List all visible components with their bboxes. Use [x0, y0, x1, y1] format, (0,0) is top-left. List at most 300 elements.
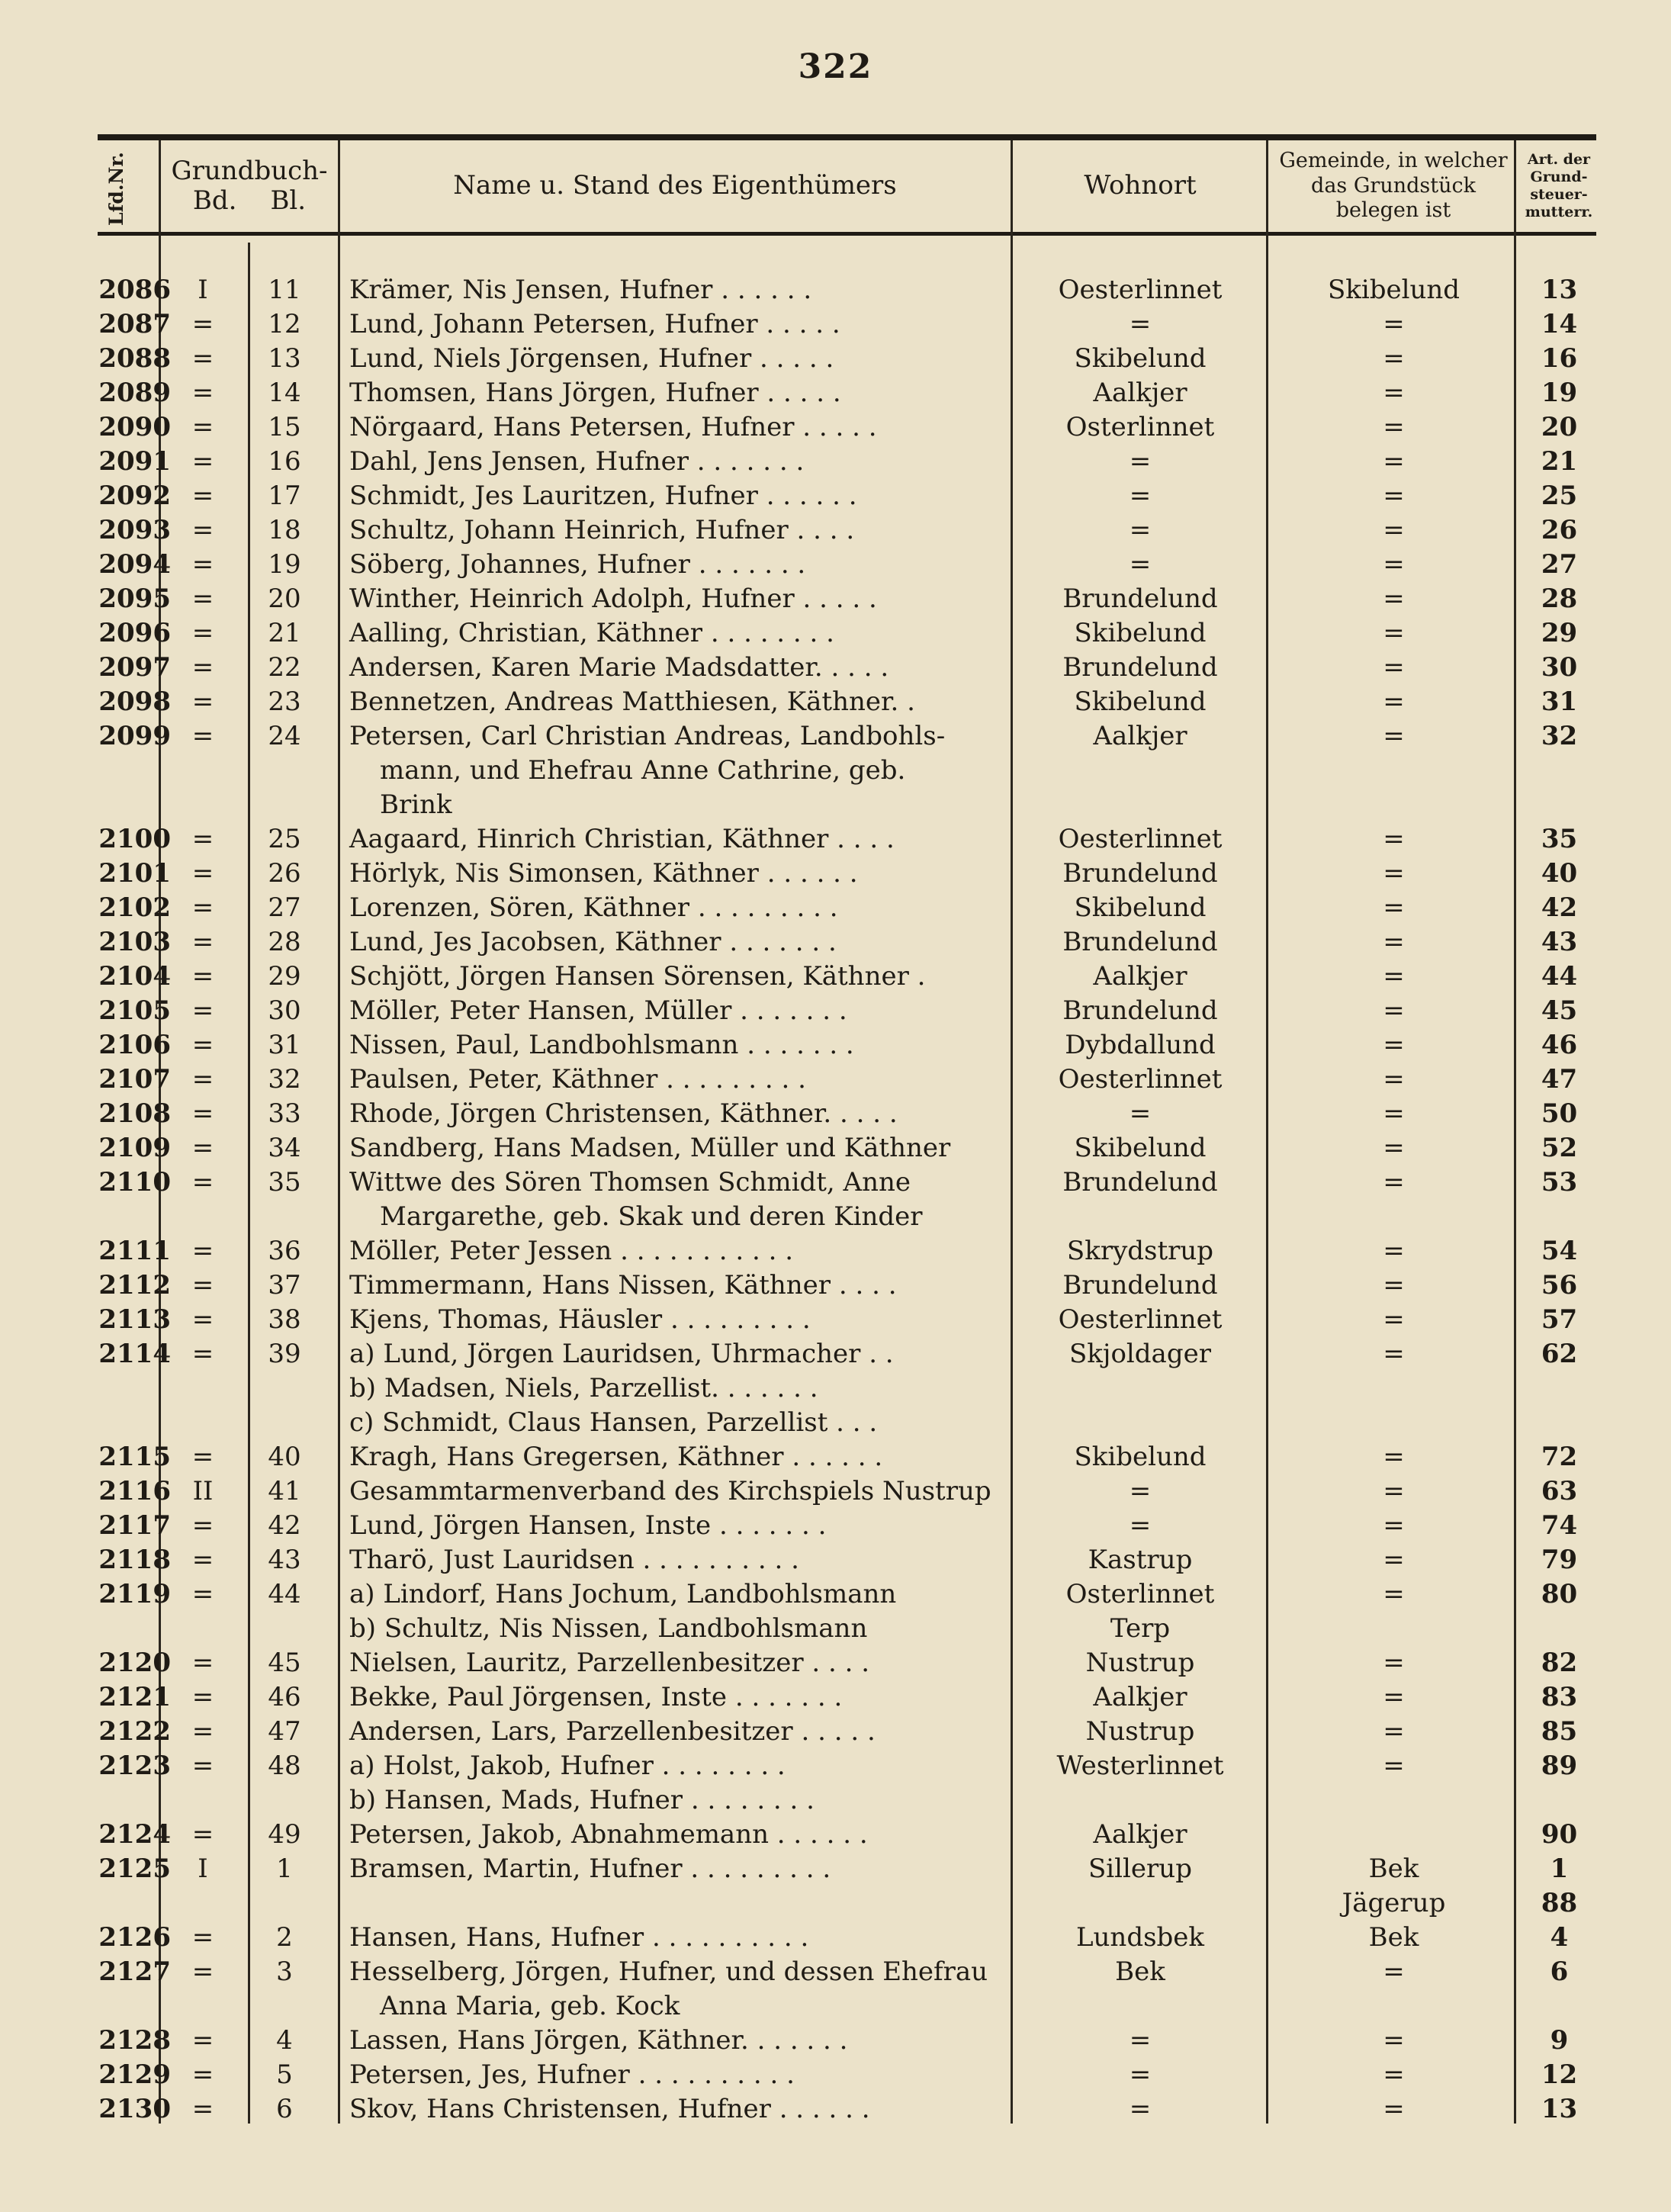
row-band: =: [191, 721, 214, 751]
row-blatt: 46: [268, 1682, 301, 1712]
owner-name-line: Aalling, Christian, Käthner . . . . . . . .: [349, 618, 834, 648]
gemeinde: =: [1383, 1167, 1405, 1198]
owner-name-line: b) Madsen, Niels, Parzellist. . . . . . .: [349, 1373, 818, 1403]
row-number: 2110: [98, 1167, 171, 1198]
wohnort: Brundelund: [1062, 995, 1218, 1026]
gemeinde: =: [1383, 824, 1405, 854]
owner-name-line: b) Schultz, Nis Nissen, Landbohlsmann: [349, 1613, 868, 1644]
header-lfd-nr: Lfd.Nr.: [104, 151, 127, 226]
row-band: =: [191, 1579, 214, 1609]
owner-name: [349, 857, 1013, 891]
row-blatt: 42: [268, 1510, 301, 1541]
table-row: [0, 445, 1671, 479]
owner-name: [349, 2024, 1013, 2058]
table-row: [0, 719, 1671, 822]
gemeinde: =: [1383, 995, 1405, 1026]
owner-name-line: Bekke, Paul Jörgensen, Inste . . . . . . .: [349, 1682, 843, 1712]
wohnort: =: [1129, 2025, 1152, 2056]
owner-name-line: Andersen, Karen Marie Madsdatter. . . . .: [349, 652, 889, 683]
row-band: =: [191, 686, 214, 717]
owner-name: [349, 1303, 1013, 1337]
gemeinde: =: [1383, 1064, 1405, 1095]
row-number: 2119: [98, 1579, 171, 1609]
grundsteuer-art: 9: [1550, 2025, 1569, 2056]
row-band: =: [191, 1956, 214, 1987]
row-band: =: [191, 1167, 214, 1198]
row-band: =: [191, 1133, 214, 1163]
row-number: 2089: [98, 378, 171, 408]
gemeinde: =: [1383, 1030, 1405, 1060]
grundsteuer-art: 79: [1541, 1545, 1578, 1575]
gemeinde: =: [1383, 1682, 1405, 1712]
row-band: =: [191, 1442, 214, 1472]
row-band: =: [191, 1819, 214, 1850]
gemeinde: =: [1383, 1579, 1405, 1609]
row-number: 2111: [98, 1236, 171, 1266]
grundsteuer-art: 74: [1541, 1510, 1578, 1541]
grundsteuer-art: 85: [1541, 1716, 1578, 1747]
row-blatt: 25: [268, 824, 301, 854]
table-row: [0, 479, 1671, 513]
gemeinde: =: [1383, 1098, 1405, 1129]
owner-name: [349, 445, 1013, 479]
gemeinde: =: [1383, 1545, 1405, 1575]
row-band: =: [191, 1098, 214, 1129]
grundsteuer-art: 82: [1541, 1648, 1578, 1678]
grundsteuer-art: 12: [1541, 2059, 1578, 2090]
row-blatt: 40: [268, 1442, 301, 1472]
row-blatt: 13: [268, 343, 301, 374]
row-blatt: 14: [268, 378, 301, 408]
grundsteuer-art: 14: [1541, 309, 1578, 339]
row-band: =: [191, 1545, 214, 1575]
grundsteuer-art: 45: [1541, 995, 1578, 1026]
row-band: =: [191, 1648, 214, 1678]
wohnort: Oesterlinnet: [1058, 824, 1223, 854]
row-number: 2112: [98, 1270, 171, 1301]
row-band: =: [191, 584, 214, 614]
gemeinde: =: [1383, 343, 1405, 374]
row-blatt: 47: [268, 1716, 301, 1747]
grundsteuer-art: 83: [1541, 1682, 1578, 1712]
owner-name-line: Nissen, Paul, Landbohlsmann . . . . . . .: [349, 1030, 854, 1060]
gemeinde: Bek: [1368, 1922, 1419, 1953]
grundsteuer-art: 1: [1550, 1854, 1569, 1884]
top-rule: [98, 134, 1596, 140]
row-blatt: 30: [268, 995, 301, 1026]
gemeinde: =: [1383, 1442, 1405, 1472]
row-blatt: 17: [268, 481, 301, 511]
row-band: =: [191, 927, 214, 957]
owner-name: [349, 719, 1013, 822]
grundsteuer-art: 50: [1541, 1098, 1578, 1129]
row-number: 2093: [98, 515, 171, 545]
owner-name-line: Lund, Johann Petersen, Hufner . . . . .: [349, 309, 840, 339]
owner-name-line: Bramsen, Martin, Hufner . . . . . . . . .: [349, 1854, 831, 1884]
table-row: [0, 273, 1671, 307]
row-band: =: [191, 1339, 214, 1369]
owner-name: [349, 651, 1013, 685]
grundsteuer-art: 13: [1541, 2094, 1578, 2124]
row-blatt: 18: [268, 515, 301, 545]
owner-name-line: Timmermann, Hans Nissen, Käthner . . . .: [349, 1270, 897, 1301]
row-number: 2129: [98, 2059, 171, 2090]
owner-name-line: Aagaard, Hinrich Christian, Käthner . . . .: [349, 824, 895, 854]
row-blatt: 38: [268, 1304, 301, 1335]
owner-name-line: Margarethe, geb. Skak und deren Kinder: [380, 1201, 923, 1232]
row-band: =: [191, 1510, 214, 1541]
wohnort: Oesterlinnet: [1058, 275, 1223, 305]
gemeinde: =: [1383, 927, 1405, 957]
grundsteuer-art: 27: [1541, 549, 1578, 580]
owner-name-line: Anna Maria, geb. Kock: [380, 1991, 680, 2021]
header-art: Art. der Grund- steuer- mutterr.: [1525, 151, 1593, 220]
grundsteuer-art: 25: [1541, 481, 1578, 511]
grundsteuer-art: 42: [1541, 892, 1578, 923]
row-number: 2109: [98, 1133, 171, 1163]
wohnort: Aalkjer: [1093, 961, 1187, 992]
row-blatt: 37: [268, 1270, 301, 1301]
wohnort: Skibelund: [1074, 343, 1207, 374]
owner-name: [349, 2092, 1013, 2127]
page-number: 322: [798, 47, 873, 86]
owner-name-line: Schultz, Johann Heinrich, Hufner . . . .: [349, 515, 855, 545]
row-number: 2099: [98, 721, 171, 751]
owner-name: [349, 376, 1013, 410]
row-band: I: [198, 275, 208, 305]
row-number: 2091: [98, 446, 171, 477]
row-number: 2100: [98, 824, 171, 854]
table-row: [0, 1543, 1671, 1577]
table-row: [0, 685, 1671, 719]
row-number: 2101: [98, 858, 171, 889]
owner-name-line: mann, und Ehefrau Anne Cathrine, geb.: [380, 755, 906, 786]
row-number: 2121: [98, 1682, 171, 1712]
register-table: [0, 273, 1671, 2127]
table-row: [0, 651, 1671, 685]
row-blatt: 27: [268, 892, 301, 923]
gemeinde: =: [1383, 1304, 1405, 1335]
wohnort: Kastrup: [1088, 1545, 1193, 1575]
table-row: [0, 925, 1671, 960]
row-blatt: 24: [268, 721, 301, 751]
grundsteuer-art: 52: [1541, 1133, 1578, 1163]
gemeinde: =: [1383, 2059, 1405, 2090]
owner-name-line: Krämer, Nis Jensen, Hufner . . . . . .: [349, 275, 812, 305]
row-blatt: 1: [276, 1854, 293, 1884]
row-band: =: [191, 1236, 214, 1266]
owner-name: [349, 1543, 1013, 1577]
grundsteuer-art: 28: [1541, 584, 1578, 614]
owner-name-line: Lund, Niels Jörgensen, Hufner . . . . .: [349, 343, 834, 374]
row-number: 2115: [98, 1442, 171, 1472]
owner-name: [349, 479, 1013, 513]
owner-name-line: Nielsen, Lauritz, Parzellenbesitzer . . . .: [349, 1648, 870, 1678]
wohnort: Brundelund: [1062, 1167, 1218, 1198]
wohnort: =: [1129, 481, 1152, 511]
row-number: 2123: [98, 1751, 171, 1781]
owner-name-line: a) Lund, Jörgen Lauridsen, Uhrmacher . .: [349, 1339, 894, 1369]
owner-name-line: Schmidt, Jes Lauritzen, Hufner . . . . . .: [349, 481, 857, 511]
owner-name: [349, 1337, 1013, 1440]
row-blatt: 26: [268, 858, 301, 889]
row-band: =: [191, 481, 214, 511]
header-grundbuch: [162, 145, 337, 227]
row-band: =: [191, 858, 214, 889]
row-band: =: [191, 2059, 214, 2090]
row-blatt: 28: [268, 927, 301, 957]
row-number: 2114: [98, 1339, 171, 1369]
owner-name: [349, 1577, 1013, 1646]
table-row: [0, 410, 1671, 445]
gemeinde: =: [1383, 2094, 1405, 2124]
table-row: [0, 616, 1671, 651]
row-blatt: 22: [268, 652, 301, 683]
grundsteuer-art: 20: [1541, 412, 1578, 442]
wohnort: Brundelund: [1062, 1270, 1218, 1301]
row-number: 2118: [98, 1545, 171, 1575]
row-number: 2106: [98, 1030, 171, 1060]
row-number: 2090: [98, 412, 171, 442]
gemeinde: =: [1383, 1751, 1405, 1781]
wohnort: Lundsbek: [1075, 1922, 1205, 1953]
table-row: [0, 2024, 1671, 2058]
owner-name-line: Söberg, Johannes, Hufner . . . . . . .: [349, 549, 806, 580]
row-blatt: 31: [268, 1030, 301, 1060]
row-number: 2097: [98, 652, 171, 683]
row-band: =: [191, 412, 214, 442]
owner-name: [349, 1680, 1013, 1715]
owner-name: [349, 1955, 1013, 2024]
table-row: [0, 994, 1671, 1028]
gemeinde: =: [1383, 721, 1405, 751]
row-number: 2102: [98, 892, 171, 923]
gemeinde: =: [1383, 412, 1405, 442]
wohnort: Nustrup: [1085, 1648, 1195, 1678]
row-blatt: 16: [268, 446, 301, 477]
table-row: [0, 1509, 1671, 1543]
row-band: =: [191, 892, 214, 923]
owner-name-line: a) Holst, Jakob, Hufner . . . . . . . .: [349, 1751, 786, 1781]
row-band: =: [191, 961, 214, 992]
header-grundbuch-label: Grundbuch-: [171, 155, 328, 186]
row-blatt: 5: [276, 2059, 293, 2090]
wohnort: Brundelund: [1062, 652, 1218, 683]
owner-name-line: b) Hansen, Mads, Hufner . . . . . . . .: [349, 1785, 815, 1815]
row-number: 2113: [98, 1304, 171, 1335]
row-band: =: [191, 446, 214, 477]
wohnort: Brundelund: [1062, 858, 1218, 889]
row-band: =: [191, 1064, 214, 1095]
row-number: 2116: [98, 1476, 171, 1506]
row-blatt: 41: [268, 1476, 301, 1506]
table-row: [0, 1063, 1671, 1097]
row-blatt: 15: [268, 412, 301, 442]
owner-name-line: Lorenzen, Sören, Käthner . . . . . . . . .: [349, 892, 838, 923]
grundsteuer-art-2: 88: [1541, 1888, 1578, 1918]
row-band: =: [191, 1716, 214, 1747]
grundsteuer-art: 6: [1550, 1956, 1569, 1987]
owner-name: [349, 960, 1013, 994]
table-row: [0, 1337, 1671, 1440]
owner-name: [349, 1646, 1013, 1680]
wohnort: Osterlinnet: [1065, 1579, 1215, 1609]
owner-name-line: Hansen, Hans, Hufner . . . . . . . . . .: [349, 1922, 809, 1953]
header-gemeinde: Gemeinde, in welcher das Grundstück belegen ist: [1279, 149, 1508, 223]
table-row: [0, 376, 1671, 410]
wohnort: Aalkjer: [1093, 721, 1187, 751]
wohnort: Skrydstrup: [1066, 1236, 1214, 1266]
wohnort: Sillerup: [1088, 1854, 1192, 1884]
wohnort: Bek: [1115, 1956, 1165, 1987]
owner-name: [349, 1165, 1013, 1234]
row-blatt: 12: [268, 309, 301, 339]
gemeinde: =: [1383, 2025, 1405, 2056]
table-row: [0, 1028, 1671, 1063]
wohnort: Skibelund: [1074, 618, 1207, 648]
owner-name: [349, 1749, 1013, 1818]
grundsteuer-art: 57: [1541, 1304, 1578, 1335]
row-blatt: 49: [268, 1819, 301, 1850]
grundsteuer-art: 32: [1541, 721, 1578, 751]
row-number: 2122: [98, 1716, 171, 1747]
gemeinde: =: [1383, 1133, 1405, 1163]
owner-name-line: Bennetzen, Andreas Matthiesen, Käthner. .: [349, 686, 915, 717]
table-row: [0, 307, 1671, 342]
gemeinde: =: [1383, 1510, 1405, 1541]
header-bd: Bd.: [192, 185, 237, 216]
owner-name-line: Rhode, Jörgen Christensen, Käthner. . . . .: [349, 1098, 898, 1129]
owner-name-line: a) Lindorf, Hans Jochum, Landbohlsmann: [349, 1579, 897, 1609]
grundsteuer-art: 89: [1541, 1751, 1578, 1781]
gemeinde: =: [1383, 446, 1405, 477]
table-row: [0, 857, 1671, 891]
table-row: [0, 960, 1671, 994]
grundsteuer-art: 80: [1541, 1579, 1578, 1609]
owner-name-line: Nörgaard, Hans Petersen, Hufner . . . . .: [349, 412, 877, 442]
owner-name-line: Möller, Peter Jessen . . . . . . . . . . .: [349, 1236, 794, 1266]
table-row: [0, 1165, 1671, 1234]
grundsteuer-art: 47: [1541, 1064, 1578, 1095]
wohnort: =: [1129, 1510, 1152, 1541]
row-blatt: 34: [268, 1133, 301, 1163]
wohnort: =: [1129, 446, 1152, 477]
grundsteuer-art: 72: [1541, 1442, 1578, 1472]
row-number: 2128: [98, 2025, 171, 2056]
gemeinde: Skibelund: [1327, 275, 1461, 305]
row-number: 2108: [98, 1098, 171, 1129]
owner-name: [349, 273, 1013, 307]
table-row: [0, 1131, 1671, 1165]
row-number: 2104: [98, 961, 171, 992]
owner-name: [349, 513, 1013, 548]
header-wohnort: Wohnort: [1084, 170, 1197, 201]
owner-name-line: Brink: [380, 789, 452, 820]
gemeinde: =: [1383, 1476, 1405, 1506]
wohnort: =: [1129, 2059, 1152, 2090]
grundsteuer-art: 53: [1541, 1167, 1578, 1198]
wohnort: =: [1129, 2094, 1152, 2124]
table-row: [0, 1577, 1671, 1646]
owner-name-line: Lund, Jörgen Hansen, Inste . . . . . . .: [349, 1510, 827, 1541]
wohnort: Skjoldager: [1069, 1339, 1211, 1369]
table-row: [0, 582, 1671, 616]
table-row: [0, 822, 1671, 857]
owner-name: [349, 307, 1013, 342]
table-row: [0, 1680, 1671, 1715]
wohnort: =: [1129, 1098, 1152, 1129]
wohnort: Aalkjer: [1093, 1682, 1187, 1712]
owner-name: [349, 1131, 1013, 1165]
wohnort: Brundelund: [1062, 927, 1218, 957]
table-row: [0, 1646, 1671, 1680]
row-band: =: [191, 309, 214, 339]
gemeinde: =: [1383, 1270, 1405, 1301]
row-blatt: 39: [268, 1339, 301, 1369]
owner-name: [349, 994, 1013, 1028]
row-number: 2103: [98, 927, 171, 957]
owner-name-line: c) Schmidt, Claus Hansen, Parzellist . . .: [349, 1407, 878, 1438]
row-blatt: 20: [268, 584, 301, 614]
table-row: [0, 1234, 1671, 1268]
row-band: =: [191, 549, 214, 580]
wohnort: Aalkjer: [1093, 1819, 1187, 1850]
gemeinde: =: [1383, 1236, 1405, 1266]
gemeinde: Bek: [1368, 1854, 1419, 1884]
wohnort: Skibelund: [1074, 1442, 1207, 1472]
owner-name: [349, 1440, 1013, 1474]
table-row: [0, 1921, 1671, 1955]
row-blatt: 29: [268, 961, 301, 992]
row-number: 2107: [98, 1064, 171, 1095]
owner-name: [349, 1028, 1013, 1063]
grundsteuer-art: 19: [1541, 378, 1578, 408]
row-number: 2095: [98, 584, 171, 614]
row-number: 2125: [98, 1854, 171, 1884]
row-band: =: [191, 1922, 214, 1953]
gemeinde: =: [1383, 892, 1405, 923]
row-band: II: [192, 1476, 214, 1506]
gemeinde: =: [1383, 652, 1405, 683]
row-blatt: 19: [268, 549, 301, 580]
header-rule: [98, 232, 1596, 236]
row-blatt: 44: [268, 1579, 301, 1609]
table-row: [0, 1955, 1671, 2024]
row-number: 2092: [98, 481, 171, 511]
gemeinde-2: Jägerup: [1342, 1888, 1446, 1918]
owner-name-line: Andersen, Lars, Parzellenbesitzer . . . . .: [349, 1716, 876, 1747]
gemeinde: =: [1383, 378, 1405, 408]
grundsteuer-art: 40: [1541, 858, 1578, 889]
row-blatt: 3: [276, 1956, 293, 1987]
row-band: =: [191, 1304, 214, 1335]
owner-name: [349, 342, 1013, 376]
gemeinde: =: [1383, 618, 1405, 648]
owner-name-line: Winther, Heinrich Adolph, Hufner . . . . .: [349, 584, 877, 614]
owner-name: [349, 1097, 1013, 1131]
grundsteuer-art: 35: [1541, 824, 1578, 854]
owner-name: [349, 616, 1013, 651]
gemeinde: =: [1383, 1716, 1405, 1747]
row-band: =: [191, 2025, 214, 2056]
wohnort: =: [1129, 549, 1152, 580]
owner-name-line: Dahl, Jens Jensen, Hufner . . . . . . .: [349, 446, 805, 477]
row-number: 2096: [98, 618, 171, 648]
owner-name: [349, 1268, 1013, 1303]
wohnort-2: Terp: [1110, 1613, 1171, 1644]
row-number: 2117: [98, 1510, 171, 1541]
owner-name: [349, 891, 1013, 925]
